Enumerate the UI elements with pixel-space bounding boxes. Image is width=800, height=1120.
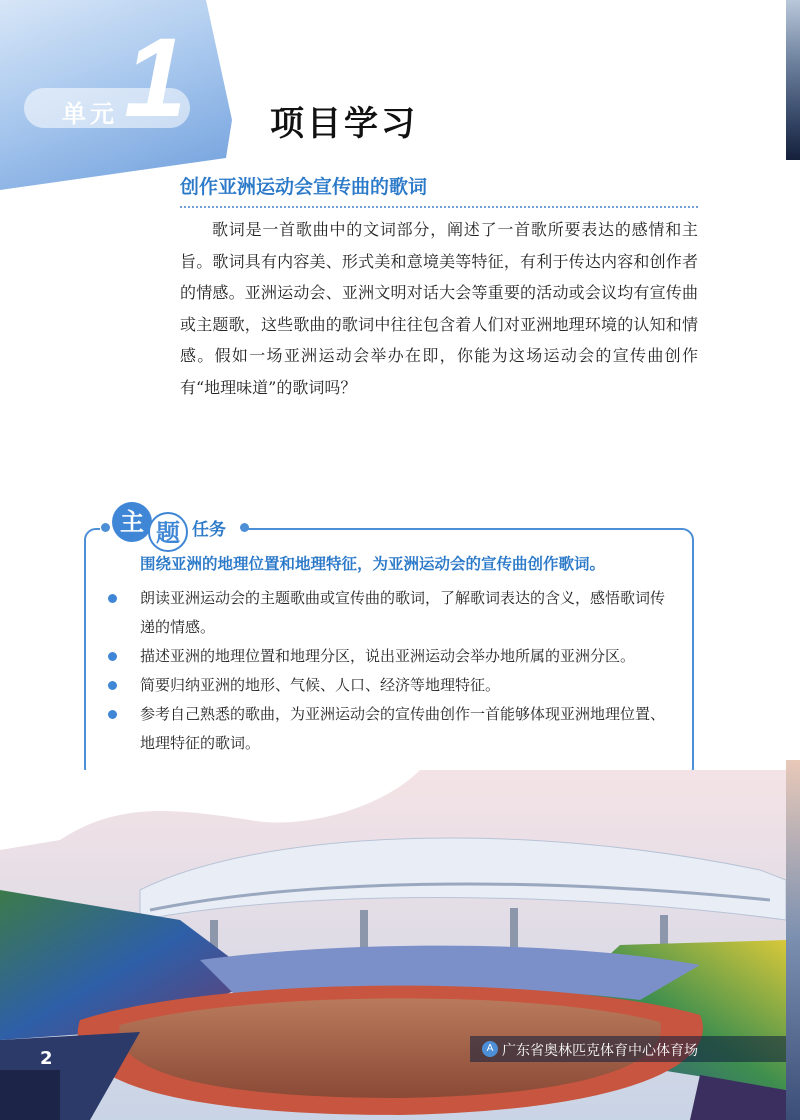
bullet-icon: [108, 710, 117, 719]
task-list-item: [108, 671, 668, 700]
task-intro: 围绕亚洲的地理位置和地理特征，为亚洲运动会的宣传曲创作歌词。: [140, 555, 606, 573]
task-list: [108, 584, 668, 758]
dotted-divider: [180, 206, 698, 208]
task-header-dot-left: [101, 523, 110, 532]
task-header-dot-right: [240, 523, 249, 532]
stadium-photo: [0, 770, 786, 1120]
task-badge-label: 任务: [192, 520, 226, 540]
bullet-icon: [108, 681, 117, 690]
task-item-text: 简要归纳亚洲的地形、气候、人口、经济等地理特征。: [140, 676, 501, 694]
task-badge-char-1: 主: [112, 502, 152, 542]
edge-photo-strip-top: [786, 0, 800, 160]
page-number: 2: [40, 1048, 53, 1069]
stadium-illustration: [0, 770, 786, 1120]
bullet-icon: [108, 652, 117, 661]
task-item-text: 描述亚洲的地理位置和地理分区，说出亚洲运动会举办地所属的亚洲分区。: [140, 647, 636, 665]
task-item-text: 参考自己熟悉的歌曲，为亚洲运动会的宣传曲创作一首能够体现亚洲地理位置、地理特征的歌词。: [140, 705, 666, 752]
body-paragraph: 歌词是一首歌曲中的文词部分，阐述了一首歌所要表达的感情和主旨。歌词具有内容美、形式美和意境美等特征，有利于传达内容和创作者的情感。亚洲运动会、亚洲文明对话大会等重要的活动或会议均有宣传曲或主题歌，这些歌曲的歌词中往往包含着人们对亚洲地理环境的认知和情感。假如一场亚洲运动会举办在即，你能为这场运动会的宣传曲创作有“地理味道”的歌词吗？: [180, 220, 698, 397]
unit-label: 单元: [62, 100, 118, 128]
task-list-item: [108, 642, 668, 671]
unit-number: 1: [124, 15, 187, 140]
bullet-icon: [108, 594, 117, 603]
page-title: 项目学习: [270, 104, 418, 144]
task-list-item: [108, 584, 668, 642]
photo-caption: 广东省奥林匹克体育中心体育场: [502, 1043, 698, 1059]
task-list-item: [108, 700, 668, 758]
task-badge-char-2: 题: [148, 512, 188, 552]
edge-photo-strip-bottom: [786, 760, 800, 1120]
task-item-text: 朗读亚洲运动会的主题歌曲或宣传曲的歌词，了解歌词表达的含义，感悟歌词传递的情感。: [140, 589, 666, 636]
caption-marker-icon: A: [482, 1041, 498, 1057]
section-heading: 创作亚洲运动会宣传曲的歌词: [180, 176, 428, 198]
